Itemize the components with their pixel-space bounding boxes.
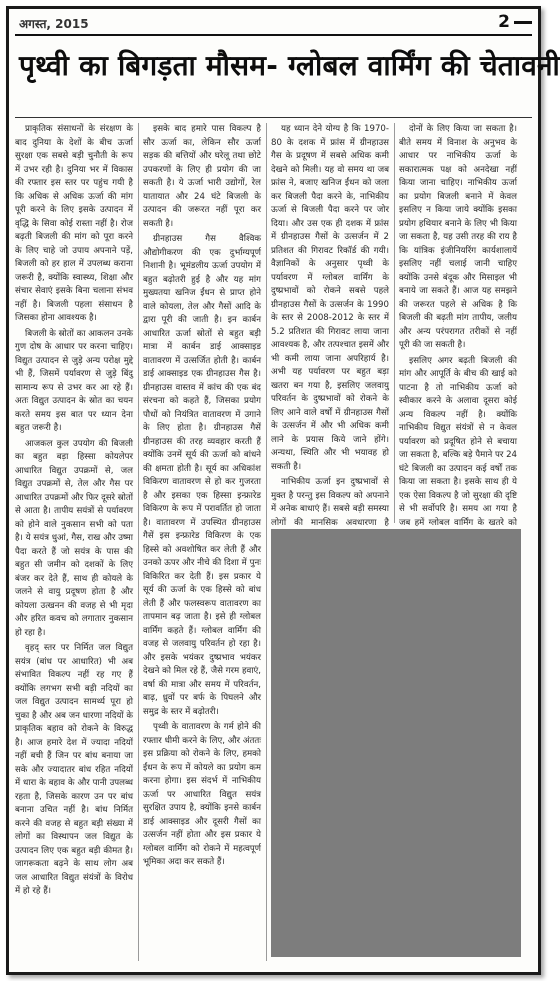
article-headline: पृथ्वी का बिगड़ता मौसम- ग्लोबल वार्मिंग की चेतावनी: [19, 49, 560, 82]
page-header: [15, 13, 532, 33]
headline-divider: [15, 117, 532, 118]
paragraph: यह ध्यान देने योग्य है कि 1970-80 के दशक में फ्रांस में ग्रीनहाउस गैस के प्रदूषण में सबसे अधिक कमी देखने को मिली। यह वो समय था जब फ्रांस ने, बजाए खनिज ईंधन को जला कर बिजली पैदा करने के, नाभिकीय ऊर्जा से बिजली पैदा करने पर जोर दिया। और उस एक ही दशक में फ्रांस में ग्रीनहाउस गैसों के उत्सर्जन में 2 प्रतिशत की गिरावट रिकॉर्ड की गयी। वैज्ञानिकों के अनुसार पृथ्वी के पर्यावरण में ग्लोबल वार्मिंग के दुष्प्रभावों को रोकने सबसे पहले ग्रीनहाउस गैसों के उत्सर्जन के 1990 के स्तर से 2008-2012 के स्तर में 5.2 प्रतिशत की गिरावट लाया जाना आवश्यक है, और तत्पश्चात इसमें और भी कमी लाया जाना अपरिहार्य है। अभी यह पर्यावरण पर बहुत बड़ा खतरा बन गया है, इसलिए जलवायु परिवर्तन के दुष्प्रभावों को रोकने के लिए आने वाले वर्षों में ग्रीनहाउस गैसों के उत्सर्जन में और भी अधिक कमी लाने के प्रयास किये जाने होंगे। अन्यथा, स्थिति और भी भयावह हो सकती है।: [271, 124, 389, 472]
paragraph: वृहद् स्तर पर निर्मित जल विद्युत सयंत्र (बांध पर आधारित) भी अब संभावित विकल्प नहीं रह गए हैं क्योंकि लगभग सभी बड़ी नदियों का जल विद्युत उत्पादन सामर्थ्य पूरा हो चुका है और अब जन धारणा नदियों के प्राकृतिक बहाव को रोकने के विरुद्ध है। आज हमारे देश में ज्यादा नदियों नहीं बची हैं जिन पर बांध बनाया जा सके और ज्यादातर बांध रहित नदियों में धारा के बहाव के और पानी उपलब्ध रहता है, जिसके कारण उन पर बांध बनाना उचित नहीं है। बांध निर्मित करने की वजह से बहुत बड़ी संख्या में लोगों का विस्थापन जल विद्युत के उत्पादन लिए एक बहुत बड़ी कीमत है। जागरूकता बढ़ने के साथ लोग अब जल आधारित विद्युत संयंत्रों के विरोध में हो रहे हैं।: [15, 643, 133, 896]
header-rule-mark: [514, 21, 532, 24]
paragraph: इसके बाद हमारे पास विकल्प है सौर ऊर्जा का, लेकिन सौर ऊर्जा सड़क की बत्तियों और घरेलू तथा छोटे उपकरणों के लिए ही प्रयोग की जा सकती है। ये ऊर्जा भारी उद्योगों, रेल यातायात और 24 घंटे बिजली के उत्पादन की जरूरत नहीं पूरा कर सकती है।: [143, 124, 261, 229]
article-column-2: [143, 123, 261, 961]
paragraph: नाभिकीय ऊर्जा इन दुष्प्रभावों से मुक्त है परन्तु इस विकल्प को अपनाने में अनेक बाधाएं हैं। सबसे बड़ी समस्या लोगों की मानसिक अवधारणा है: [271, 477, 389, 528]
paragraph: बिजली के स्रोतों का आकलन उनके गुण दोष के आधार पर करना चाहिए। विद्युत उत्पादन से जुड़े अन्य परोक्ष मुद्दे भी हैं, जिसमें पर्यावरण से जुड़े बिंदु सामान्य रूप से उभर कर आ रहे हैं। अतः विद्युत उत्पादन के स्रोत का चयन करते समय इस बात पर ध्यान देना बहुत जरूरी है।: [15, 328, 133, 433]
paragraph: ग्रीनहाउस गैस वैश्विक औद्योगीकरण की एक दुर्भाग्यपूर्ण निशानी है। भूमंडलीय ऊर्जा उपयोग में बहुत बढ़ोतरी हुई है और यह मांग मुख्यतया खनिज ईंधन से प्राप्त होने वाले कोयला, तेल और गैसों आदि के द्वारा पूरी की जाती है। इन कार्बन आधारित ऊर्जा स्रोतों से बहुत बड़ी मात्रा में कार्बन डाई आक्साइड वातावरण में उत्सर्जित होती है। कार्बन डाई आक्साइड एक ग्रीनहाउस गैस है। ग्रीनहाउस वास्तव में कांच की एक बंद संरचना को कहते हैं, जिसका प्रयोग पौधों को नियंत्रित वातावरण में उगाने के लिए होता है। ग्रीनहाउस गैसें ग्रीनहाउस की तरह व्यवहार करती हैं क्योंकि उनमें सूर्य की ऊर्जा को बांधने की क्षमता होती है। सूर्य का अधिकांश विकिरण वातावरण से हो कर गुजरता है और इसका एक हिस्सा इन्फ्रारेड विकिरण के रूप में परावर्तित हो जाता है। वातावरण में उपस्थित ग्रीनहाउस गैसें इस इन्फ्रारेड विकिरण के एक हिस्से को अवशोषित कर लेती हैं और उनको ऊपर और नीचे की दिशा में पुनः विकिरित कर देती हैं। इस प्रकार ये सूर्य की ऊर्जा के एक हिस्से को बांध लेती हैं और फलस्वरूप वातावरण का तापमान बढ़ जाता है। इसे ही ग्लोबल वार्मिंग कहते हैं। ग्लोबल वार्मिंग की वजह से जलवायु परिवर्तन हो रहा है। और इसके भयंकर दुष्प्रभाव भयंकर देखने को मिल रहे हैं, जैसे गरम हवाएं, वर्षा की मात्रा और समय में परिवर्तन, बाढ़, ध्रुवों पर बर्फ के पिघलने और समुद्र के स्तर में बढ़ोतरी।: [143, 234, 261, 717]
column-divider: [394, 123, 395, 523]
paragraph: प्राकृतिक संसाधनों के संरक्षण के बाद दुनिया के देशों के बीच ऊर्जा सुरक्षा एक सबसे बड़ी चुनौती के रूप में उभर रही है। दुनिया भर में विकास की रफ्तार इस स्तर पर पहुंच गयी है कि अधिक से अधिक ऊर्जा की मांग पूरी करने के लिए इसके उत्पादन में वृद्धि के सिवा कोई रास्ता नहीं है। रोज बढ़ती बिजली की मांग को पूरा करने के लिए चाहे जो उपाय अपनाने पड़ें, बिजली को हर हाल में उपलब्ध कराना जरूरी है, क्योंकि स्वास्थ्य, शिक्षा और संचार सेवाएं इसके बिना चलाना संभव नहीं है। बिजली पहला संसाधन है जिसका होना आवश्यक है।: [15, 124, 133, 323]
page-number: 2: [498, 12, 510, 32]
header-divider: [15, 34, 532, 36]
paragraph: पृथ्वी के वातावरण के गर्म होने की रफ्तार धीमी करने के लिए, और अंततः इस प्रक्रिया को रोकने के लिए, हमको ईंधन के रूप में कोयले का प्रयोग कम करना होगा। इस संदर्भ में नाभिकीय ऊर्जा पर आधारित विद्युत सयंत्र सुरक्षित उपाय है, क्योंकि इनसे कार्बन डाई आक्साइड और दूसरी गैसों का उत्सर्जन नहीं होता और इस प्रकार ये ग्लोबल वार्मिंग को रोकने में महत्वपूर्ण भूमिका अदा कर सकते हैं।: [143, 722, 261, 867]
column-divider: [138, 123, 139, 961]
photo-placeholder: [271, 529, 521, 957]
paragraph: दोनों के लिए किया जा सकता है। बीते समय में विनाश के अनुभव के आधार पर नाभिकीय ऊर्जा के सकारात्मक पक्ष को अनदेखा नहीं किया जाना चाहिए। नाभिकीय ऊर्जा का प्रयोग बिजली बनाने में केवल इसलिए न किया जाये क्योंकि इसका प्रयोग हथियार बनाने के लिए भी किया जा सकता है, यह उसी तरह की राय है कि यांत्रिक इंजीनियरिंग कार्यशालायें इसलिए नहीं चलाई जानी चाहिए क्योंकि उनसे बंदूक और मिसाइल भी बनाये जा सकते हैं। आज यह समझने की जरूरत पहले से अधिक है कि बिजली की बढ़ती मांग तापीय, जलीय और अन्य परंपरागत तरीकों से नहीं पूरी की जा सकती है।: [399, 124, 517, 350]
paragraph: आजकल कुल उपयोग की बिजली का बहुत बड़ा हिस्सा कोयलेपर आधारित विद्युत उपक्रमों से, जल विद्युत उपक्रमों से, तेल और गैस पर आधारित उपक्रमों और फिर दूसरे स्रोतों से आता है। तापीय सयंत्रों से पर्यावरण को होने वाले नुकसान सभी को पता है। ये सयंत्र धुआं, गैस, राख और उष्मा पैदा करते हैं जो सयंत्र के पास की बहुत सी जमीन को दशकों के लिए बंजर कर देते हैं, साथ ही कोयले के जलने से वायु प्रदूषण होता है और कोयला उत्खनन की वजह से भी मृदा और हरित कवच को लगातार नुकसान हो रहा है।: [15, 438, 133, 638]
article-column-1: [15, 123, 133, 961]
newspaper-page: [6, 6, 560, 975]
issue-date: अगस्त, 2015: [19, 17, 89, 31]
column-divider: [266, 123, 267, 961]
paragraph: इसलिए अगर बढ़ती बिजली की मांग और आपूर्ति के बीच की खाई को पाटना है तो नाभिकीय ऊर्जा को स्वीकार करने के अलावा दूसरा कोई अन्य विकल्प नहीं है। क्योंकि नाभिकीय विद्युत संयंत्रों से न केवल पर्यावरण को प्रदूषित होने से बचाया जा सकता है, बल्कि बड़े पैमाने पर 24 घंटे बिजली का उत्पादन कई वर्षों तक किया जा सकता है। इसके साथ ही ये एक ऐसा विकल्प है जो सुरक्षा की दृष्टि से भी सर्वोपरि है। समय आ गया है जब हमें ग्लोबल वार्मिंग के खतरे को: [399, 355, 518, 528]
article-column-3: [271, 123, 389, 528]
